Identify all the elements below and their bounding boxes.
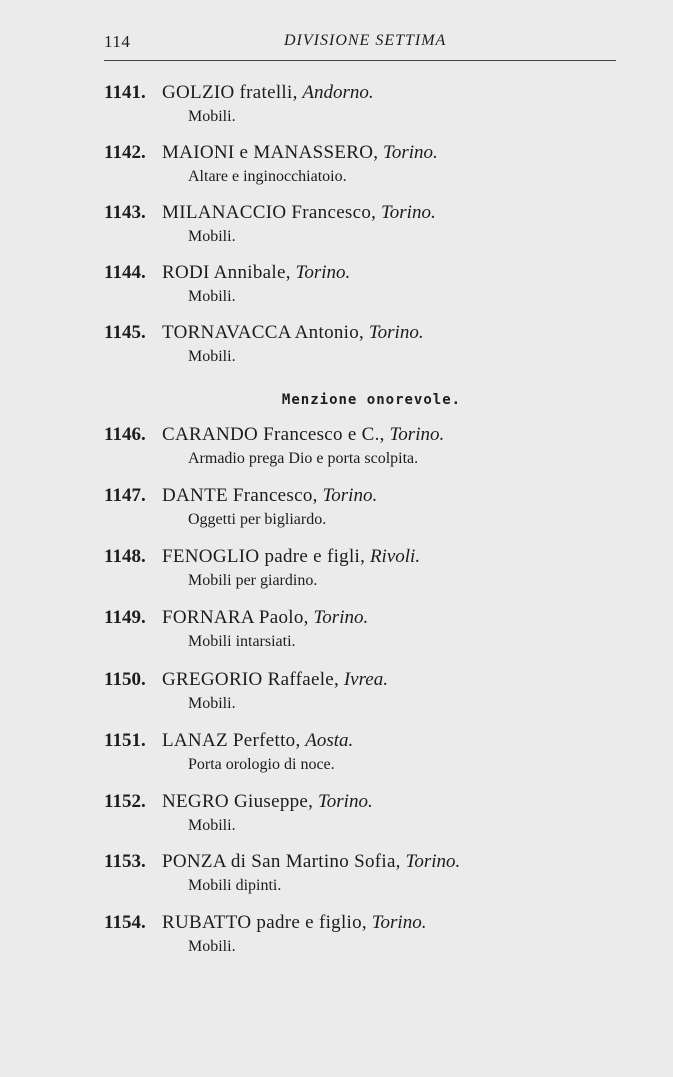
page-header — [104, 30, 616, 58]
list-item — [104, 669, 624, 717]
exhibitor-name: DANTE Francesco, — [162, 485, 318, 506]
exhibitor-name: GREGORIO Raffaele, — [162, 669, 340, 690]
list-item — [104, 730, 624, 778]
entry-number: 1153. — [104, 851, 146, 872]
entry-description: Mobili. — [188, 817, 236, 834]
exhibitor-place: Aosta. — [305, 730, 354, 751]
entry-number: 1151. — [104, 730, 146, 751]
list-item — [104, 607, 624, 655]
exhibitor-place: Torino. — [322, 485, 378, 506]
exhibitor-place: Torino. — [313, 607, 369, 628]
exhibitor-place: Torino. — [380, 202, 436, 223]
exhibitor-name: FENOGLIO padre e figli, — [162, 546, 366, 567]
section-heading: Menzione onorevole. — [281, 392, 462, 408]
exhibitor-name: LANAZ Perfetto, — [162, 730, 301, 751]
entry-number: 1150. — [104, 669, 146, 690]
exhibitor-name: RODI Annibale, — [162, 262, 291, 283]
entry-number: 1146. — [104, 424, 146, 445]
exhibitor-place: Torino. — [295, 262, 351, 283]
exhibitor-place: Torino. — [371, 912, 427, 933]
entry-description: Oggetti per bigliardo. — [188, 511, 327, 528]
exhibitor-place: Torino. — [383, 142, 438, 163]
exhibitor-name: FORNARA Paolo, — [162, 607, 309, 628]
exhibitor-place: Torino. — [389, 424, 445, 445]
entry-description: Mobili. — [188, 288, 236, 305]
exhibitor-place: Torino. — [405, 851, 461, 872]
list-item — [104, 546, 624, 594]
entry-number: 1142. — [104, 142, 146, 163]
list-item — [104, 485, 624, 533]
entry-number: 1149. — [104, 607, 146, 628]
exhibitor-name: NEGRO Giuseppe, — [162, 791, 314, 812]
exhibitor-name: TORNAVACCA Antonio, — [162, 322, 365, 343]
entry-number: 1154. — [104, 912, 146, 933]
entry-description: Porta orologio di noce. — [188, 756, 335, 773]
entry-number: 1152. — [104, 791, 146, 812]
entry-number: 1147. — [104, 485, 146, 506]
entry-number: 1141. — [104, 82, 146, 103]
entry-number: 1143. — [104, 202, 146, 223]
list-item — [104, 202, 624, 250]
list-item — [104, 262, 624, 310]
entry-description: Armadio prega Dio e porta scolpita. — [188, 450, 419, 467]
entry-description: Mobili. — [188, 108, 236, 125]
entry-description: Mobili. — [188, 228, 236, 245]
header-rule — [104, 60, 616, 61]
entry-description: Mobili. — [188, 348, 236, 365]
entry-description: Mobili. — [188, 695, 236, 712]
list-item — [104, 851, 624, 899]
entry-description: Mobili dipinti. — [188, 877, 282, 894]
entry-number: 1144. — [104, 262, 146, 283]
entry-description: Mobili intarsiati. — [188, 633, 296, 650]
exhibitor-place: Andorno. — [302, 82, 374, 103]
list-item — [104, 82, 624, 130]
running-title: DIVISIONE SETTIMA — [284, 32, 447, 49]
exhibitor-name: CARANDO Francesco e C., — [162, 424, 385, 445]
entry-description: Mobili. — [188, 938, 236, 955]
exhibitor-name: GOLZIO fratelli, — [162, 82, 298, 103]
exhibitor-name: PONZA di San Martino Sofia, — [162, 851, 401, 872]
entry-number: 1145. — [104, 322, 146, 343]
list-item — [104, 912, 624, 960]
exhibitor-place: Torino. — [317, 791, 373, 812]
exhibitor-place: Rivoli. — [369, 546, 421, 567]
exhibitor-place: Torino. — [368, 322, 424, 343]
entry-description: Altare e inginocchiatoio. — [188, 168, 347, 185]
list-item — [104, 142, 624, 190]
page-number: 114 — [104, 32, 131, 51]
entry-description: Mobili per giardino. — [188, 572, 318, 589]
exhibitor-name: MILANACCIO Francesco, — [162, 202, 377, 223]
exhibitor-name: RUBATTO padre e figlio, — [162, 912, 367, 933]
list-item — [104, 424, 624, 472]
entry-number: 1148. — [104, 546, 146, 567]
exhibitor-place: Ivrea. — [343, 669, 388, 690]
list-item — [104, 791, 624, 839]
exhibitor-name: MAIONI e MANASSERO, — [162, 142, 379, 163]
list-item — [104, 322, 624, 370]
